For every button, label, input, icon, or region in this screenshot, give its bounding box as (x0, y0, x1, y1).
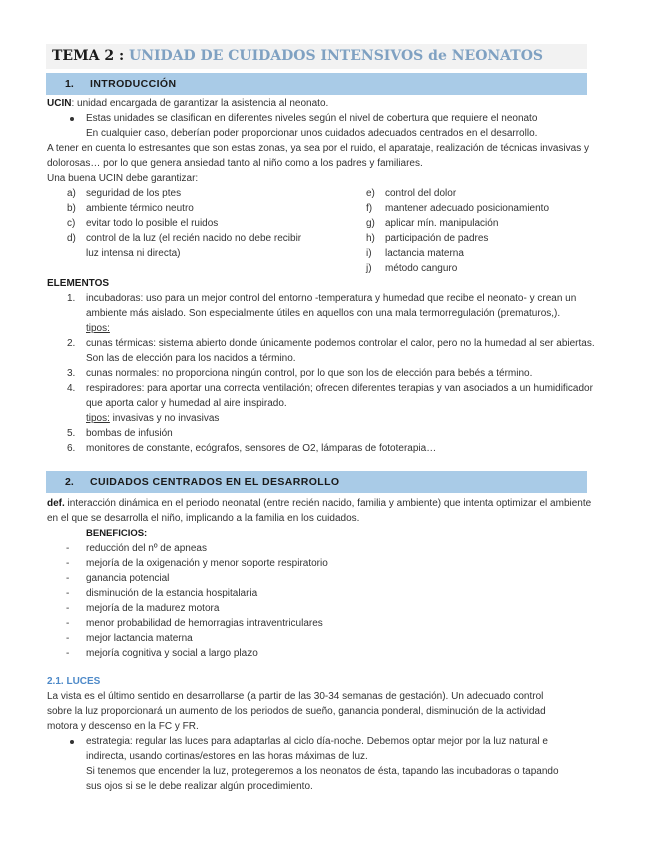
tipos-label: tipos: (86, 323, 110, 334)
section-1-header (46, 73, 587, 95)
bullet-icon (70, 740, 74, 744)
benefit-item: mejor lactancia materna (86, 633, 193, 644)
list-item: incubadoras: uso para un mejor control del entorno -temperatura y humedad que recibe el neonato- y crean un (86, 293, 577, 304)
list-marker: e) (366, 188, 375, 199)
page-title (46, 44, 587, 69)
list-item: control de la luz (el recién nacido no debe recibir (86, 233, 302, 244)
paragraph-line: dolorosas… por lo que genera ansiedad tanto al niño como a los padres y familiares. (47, 158, 423, 169)
dash-marker: - (66, 588, 70, 599)
paragraph-line: A tener en cuenta lo estresantes que son estas zonas, ya sea por el ruido, el aparataje, realización de técnicas invasivas y (47, 143, 589, 154)
subsection-heading: 2.1. LUCES (47, 676, 101, 687)
section-1-number: 1. (65, 78, 74, 90)
list-item: seguridad de los ptes (86, 188, 182, 199)
list-marker: h) (366, 233, 375, 244)
list-item: evitar todo lo posible el ruidos (86, 218, 219, 229)
benefit-item: menor probabilidad de hemorragias intraventriculares (86, 618, 323, 629)
dash-marker: - (66, 558, 70, 569)
dash-marker: - (66, 648, 70, 659)
bullet-text-cont: Si tenemos que encender la luz, protegeremos a los neonatos de ésta, tapando las incubadoras o tapando (86, 766, 559, 777)
dash-marker: - (66, 573, 70, 584)
benefit-item: mejoría de la oxigenación y menor soporte respiratorio (86, 558, 328, 569)
benefit-item: ganancia potencial (86, 573, 170, 584)
def-text: interacción dinámica en el periodo neonatal (entre recién nacido, familia y ambiente) que intenta optimizar el ambiente (64, 498, 592, 509)
list-item: participación de padres (385, 233, 489, 244)
list-item-cont: luz intensa ni directa) (86, 248, 181, 259)
dash-marker: - (66, 618, 70, 629)
tipos-text: invasivas y no invasivas (109, 413, 220, 424)
list-marker: c) (67, 218, 76, 229)
benefits-heading: BENEFICIOS: (86, 528, 148, 539)
tipos-line (86, 412, 219, 427)
elements-heading: ELEMENTOS (47, 278, 110, 289)
list-item: método canguro (385, 263, 458, 274)
list-marker: a) (67, 188, 76, 199)
list-item-cont: que aporta calor y humedad al aire inspirado. (86, 398, 287, 409)
list-item: control del dolor (385, 188, 457, 199)
dash-marker: - (66, 543, 70, 554)
dash-marker: - (66, 603, 70, 614)
list-item: aplicar mín. manipulación (385, 218, 499, 229)
section-2-number: 2. (65, 476, 74, 488)
dash-marker: - (66, 633, 70, 644)
ucin-def: : unidad encargada de garantizar la asistencia al neonato. (71, 98, 329, 109)
benefit-item: mejoría cognitiva y social a largo plazo (86, 648, 258, 659)
ucin-definition (47, 97, 328, 112)
list-marker: f) (366, 203, 373, 214)
bullet-text-cont: indirecta, usando cortinas/estores en las horas máximas de luz. (86, 751, 368, 762)
bullet-icon (70, 117, 74, 121)
benefit-item: reducción del nº de apneas (86, 543, 207, 554)
list-item: bombas de infusión (86, 428, 173, 439)
list-marker: 6. (67, 443, 76, 454)
list-marker: 1. (67, 293, 76, 304)
list-item-cont: Son las de elección para los nacidos a término. (86, 353, 296, 364)
list-item-cont: ambiente más aislado. Son especialmente útiles en aquellos con una mala termorregulación (prematuros,). (86, 308, 561, 319)
def-term: def. (47, 498, 65, 509)
benefit-item: mejoría de la madurez motora (86, 603, 220, 614)
ucin-term: UCIN (47, 98, 72, 109)
guarantee-intro: Una buena UCIN debe garantizar: (47, 173, 199, 184)
paragraph-line: sobre la luz proporcionará un aumento de los periodos de sueño, ganancia ponderal, disminución de la actividad (47, 706, 546, 717)
section-2-title: CUIDADOS CENTRADOS EN EL DESARROLLO (90, 476, 340, 488)
definition-line-cont: en el que se desarrolla el niño, implicando a la familia en los cuidados. (47, 513, 360, 524)
list-item: mantener adecuado posicionamiento (385, 203, 549, 214)
list-item: lactancia materna (385, 248, 464, 259)
title-number: TEMA 2 : (52, 48, 125, 64)
bullet-text-cont: En cualquier caso, deberían poder proporcionar unos cuidados adecuados centrados en el desarrollo. (86, 128, 538, 139)
list-marker: j) (366, 263, 372, 274)
bullet-text: estrategia: regular las luces para adaptarlas al ciclo día-noche. Debemos optar mejor por la luz natural e (86, 736, 548, 747)
list-item: respiradores: para aportar una correcta ventilación; ofrecen diferentes terapias y van asociados a un humidificador (86, 383, 593, 394)
list-item: monitores de constante, ecógrafos, sensores de O2, lámparas de fototerapia… (86, 443, 437, 454)
list-marker: 2. (67, 338, 76, 349)
list-item: cunas normales: no proporciona ningún control, por lo que son los de elección para bebés a término. (86, 368, 533, 379)
list-marker: i) (366, 248, 372, 259)
section-2-header (46, 471, 587, 493)
list-marker: 3. (67, 368, 76, 379)
list-item: ambiente térmico neutro (86, 203, 194, 214)
list-marker: g) (366, 218, 375, 229)
section-1-title: INTRODUCCIÓN (90, 78, 177, 90)
definition-line (47, 497, 591, 512)
bullet-text-cont: sus ojos si se le debe realizar algún procedimiento. (86, 781, 313, 792)
paragraph-line: motora y descenso en la FC y FR. (47, 721, 199, 732)
list-marker: 4. (67, 383, 76, 394)
list-marker: d) (67, 233, 76, 244)
bullet-text: Estas unidades se clasifican en diferentes niveles según el nivel de cobertura que requiere el neonato (86, 113, 538, 124)
list-item: cunas térmicas: sistema abierto donde únicamente podemos controlar el calor, pero no la humedad al ser abiertas. (86, 338, 595, 349)
paragraph-line: La vista es el último sentido en desarrollarse (a partir de las 30-34 semanas de gestación). Un adecuado control (47, 691, 544, 702)
list-marker: 5. (67, 428, 76, 439)
benefit-item: disminución de la estancia hospitalaria (86, 588, 258, 599)
title-text: UNIDAD DE CUIDADOS INTENSIVOS de NEONATOS (128, 48, 544, 64)
list-marker: b) (67, 203, 76, 214)
tipos-label: tipos: (86, 413, 110, 424)
